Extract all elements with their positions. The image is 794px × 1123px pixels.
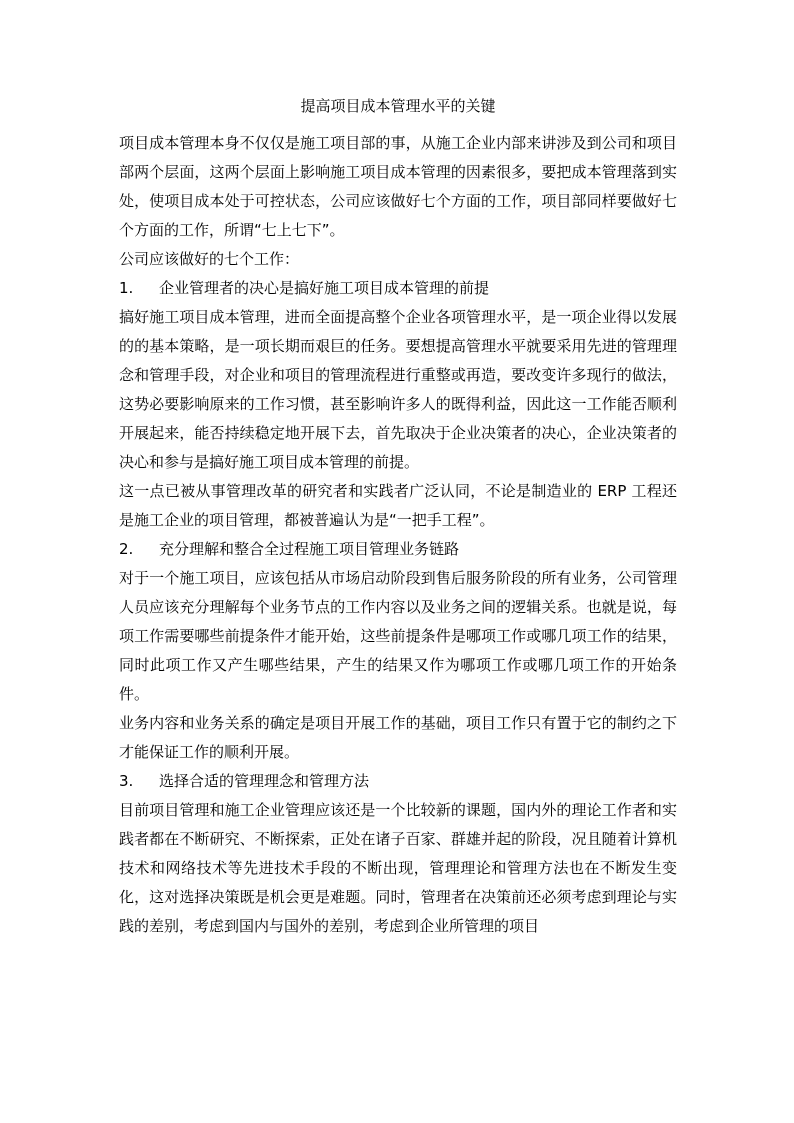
body-paragraph: 目前项目管理和施工企业管理应该还是一个比较新的课题，国内外的理论工作者和实践者都在不断研究、不断探索，正处在诸子百家、群雄并起的阶段，况且随着计算机技术和网络技术等先进技术手段的不断出现，管理理论和管理方法也在不断发生变化，这对选择决策既是机会更是难题。同时，管理者在决策前还必须考虑到理论与实践的差别，考虑到国内与国外的差别，考虑到企业所管理的项目 (119, 801, 677, 935)
list-item-number: 2. (119, 540, 134, 558)
list-item-heading: 充分理解和整合全过程施工项目管理业务链路 (159, 540, 460, 558)
list-item-1 (119, 274, 677, 303)
section-heading-company: 公司应该做好的七个工作： (119, 250, 300, 268)
list-item-2 (119, 535, 677, 564)
list-item-number: 1. (119, 279, 134, 297)
body-paragraph: 这一点已被从事管理改革的研究者和实践者广泛认同，不论是制造业的 ERP 工程还是施工企业的项目管理，都被普遍认为是“一把手工程”。 (119, 482, 677, 529)
body-paragraph: 搞好施工项目成本管理，进而全面提高整个企业各项管理水平，是一项企业得以发展的的基本策略，是一项长期而艰巨的任务。要想提高管理水平就要采用先进的管理理念和管理手段，对企业和项目的管理流程进行重整或再造，要改变许多现行的做法，这势必要影响原来的工作习惯，甚至影响许多人的既得利益，因此这一工作能否顺利开展起来，能否持续稳定地开展下去，首先取决于企业决策者的决心，企业决策者的决心和参与是搞好施工项目成本管理的前提。 (119, 308, 677, 471)
list-item-heading: 选择合适的管理理念和管理方法 (159, 772, 370, 790)
list-item-number: 3. (119, 772, 134, 790)
document-title: 提高项目成本管理水平的关键 (300, 97, 496, 115)
body-paragraph: 对于一个施工项目，应该包括从市场启动阶段到售后服务阶段的所有业务，公司管理人员应该充分理解每个业务节点的工作内容以及业务之间的逻辑关系。也就是说，每项工作需要哪些前提条件才能开始，这些前提条件是哪项工作或哪几项工作的结果，同时此项工作又产生哪些结果，产生的结果又作为哪项工作或哪几项工作的开始条件。 (119, 569, 677, 703)
document-body (119, 95, 677, 941)
intro-paragraph: 项目成本管理本身不仅仅是施工项目部的事，从施工企业内部来讲涉及到公司和项目部两个层面，这两个层面上影响施工项目成本管理的因素很多，要把成本管理落到实处，使项目成本处于可控状态，公司应该做好七个方面的工作，项目部同样要做好七个方面的工作，所谓“七上七下”。 (119, 134, 677, 239)
list-item-heading: 企业管理者的决心是搞好施工项目成本管理的前提 (159, 279, 490, 297)
list-item-3 (119, 767, 677, 796)
body-paragraph: 业务内容和业务关系的确定是项目开展工作的基础，项目工作只有置于它的制约之下才能保证工作的顺利开展。 (119, 714, 677, 761)
